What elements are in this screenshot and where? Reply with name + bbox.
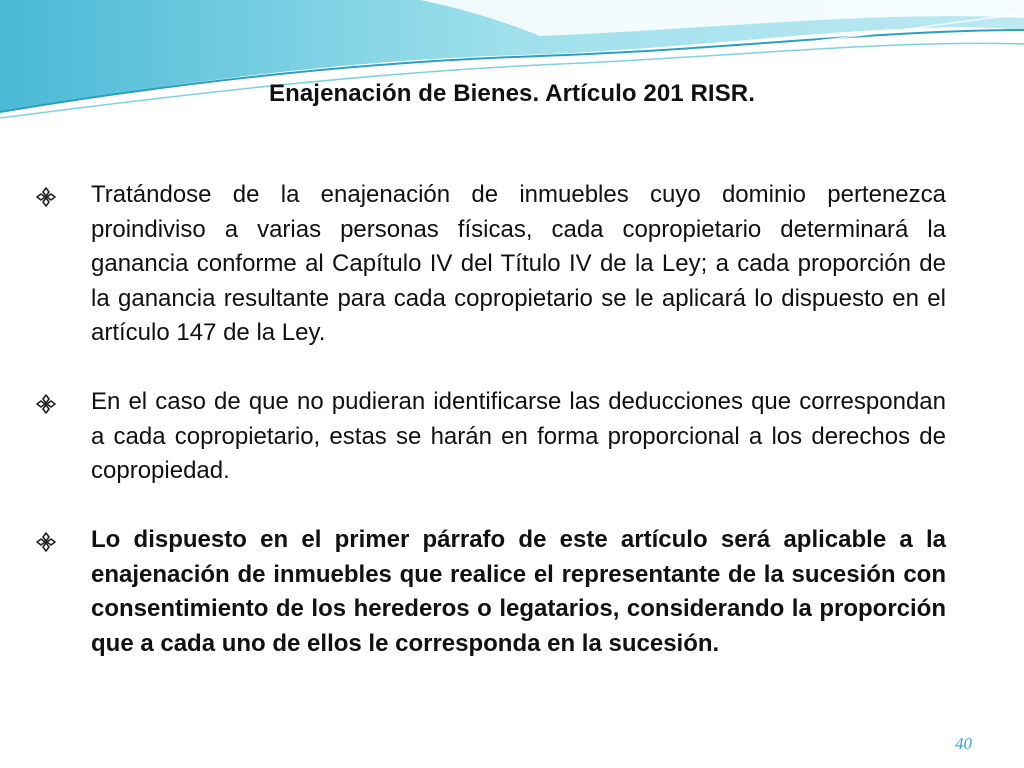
bullet-list [36, 178, 946, 696]
bullet-item-1 [36, 178, 946, 351]
bullet-item-2 [36, 385, 946, 489]
decorative-wave-header [0, 0, 1024, 130]
four-diamond-bullet-icon [36, 532, 56, 552]
slide-title: Enajenación de Bienes. Artículo 201 RISR. [268, 80, 756, 107]
four-diamond-bullet-icon [36, 187, 56, 207]
four-diamond-bullet-icon [36, 394, 56, 414]
page-number: 40 [955, 734, 972, 753]
bullet-text-3: Lo dispuesto en el primer párrafo de este artículo será aplicable a la enajenación de inmuebles que realice el representante de la sucesión con consentimiento de los herederos o legatarios, considerando la proporción que a cada uno de ellos le corresponda en la sucesión. [91, 526, 946, 657]
bullet-text-1: Tratándose de la enajenación de inmuebles cuyo dominio pertenezca proindiviso a varias personas físicas, cada copropietario determinará la ganancia conforme al Capítulo IV del Título IV de la Ley; a cada proporción de la ganancia resultante para cada copropietario se le aplicará lo dispuesto en el artículo 147 de la Ley. [91, 181, 946, 346]
bullet-text-2: En el caso de que no pudieran identificarse las deducciones que correspondan a cada copropietario, estas se harán en forma proporcional a los derechos de copropiedad. [91, 388, 946, 484]
bullet-item-3 [36, 523, 946, 661]
